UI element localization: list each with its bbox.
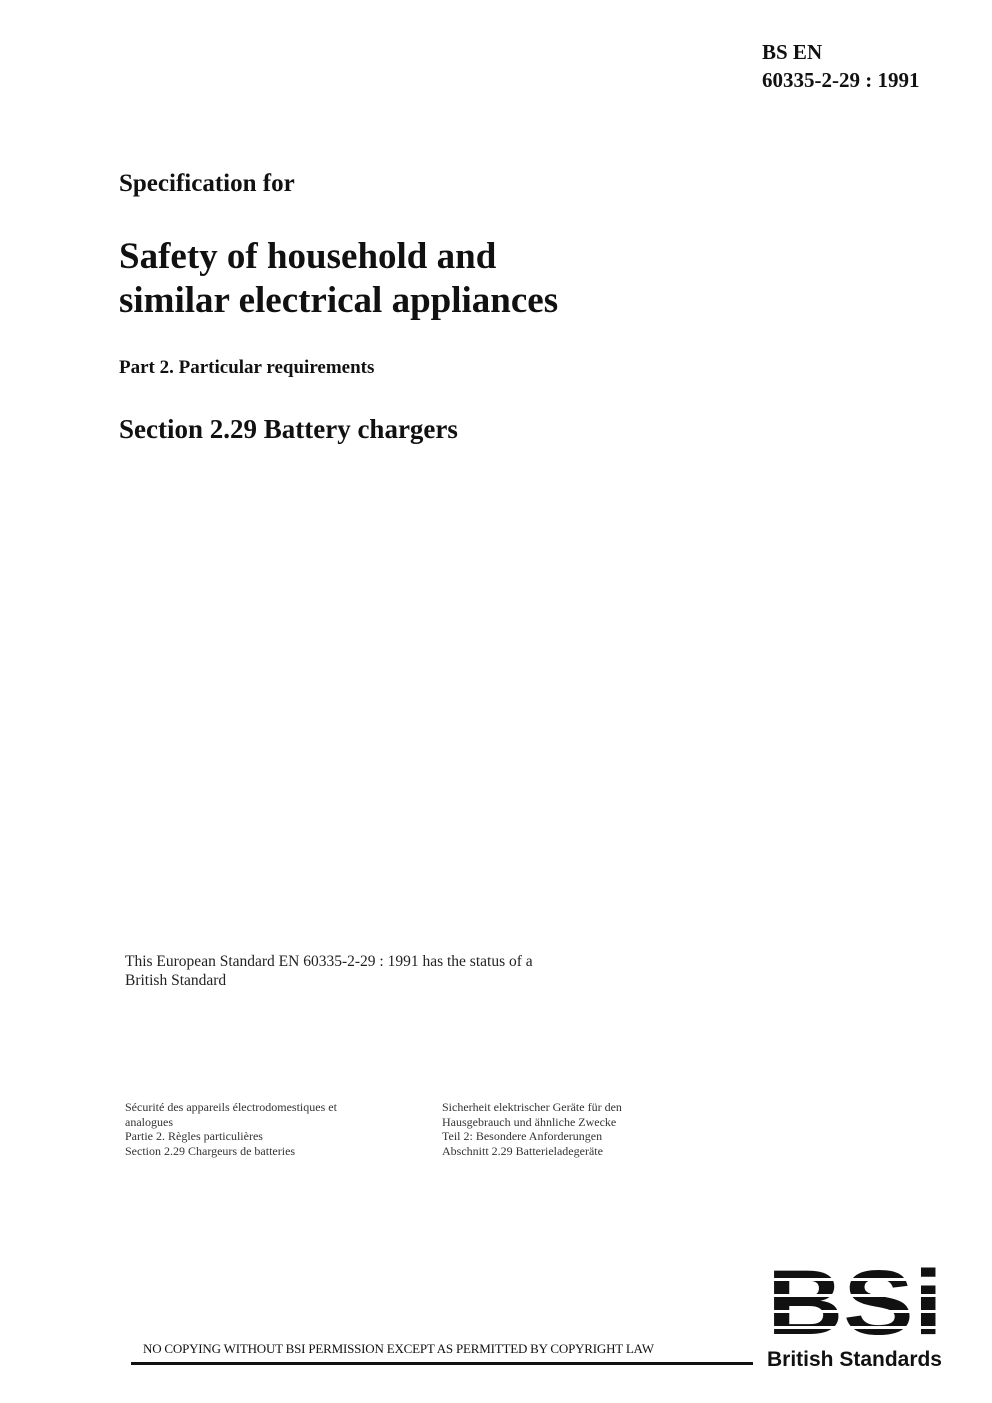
status-statement — [125, 952, 533, 990]
standard-number-line1: BS EN — [762, 40, 823, 64]
status-line1: This European Standard EN 60335-2-29 : 1991 has the status of a — [125, 953, 533, 970]
footer-rule — [131, 1362, 753, 1365]
document-title — [119, 235, 558, 323]
copyright-notice: NO COPYING WITHOUT BSI PERMISSION EXCEPT AS PERMITTED BY COPYRIGHT LAW — [143, 1341, 654, 1356]
german-line3: Teil 2: Besondere Anforderungen — [442, 1129, 603, 1143]
french-title-block — [125, 1100, 337, 1158]
spec-for-heading: Specification for — [119, 170, 295, 197]
standard-number-line2: 60335-2-29 : 1991 — [762, 68, 920, 92]
german-line2: Hausgebrauch und ähnliche Zwecke — [442, 1114, 617, 1129]
document-title-line1: Safety of household and — [119, 236, 497, 277]
bsi-caption: British Standards — [767, 1348, 942, 1370]
bsi-logo — [767, 1264, 943, 1370]
german-line4: Abschnitt 2.29 Batterieladegeräte — [442, 1143, 603, 1158]
document-title-line2: similar electrical appliances — [119, 280, 559, 321]
german-line1: Sicherheit elektrischer Geräte für den — [442, 1100, 622, 1114]
status-line2: British Standard — [125, 972, 227, 989]
french-line1: Sécurité des appareils électrodomestiques et — [125, 1100, 337, 1114]
french-line3: Partie 2. Règles particulières — [125, 1129, 263, 1143]
section-heading: Section 2.29 Battery chargers — [119, 414, 458, 444]
french-line4: Section 2.29 Chargeurs de batteries — [125, 1143, 296, 1158]
part-heading: Part 2. Particular requirements — [119, 357, 375, 378]
german-title-block — [442, 1100, 622, 1158]
french-line2: analogues — [125, 1114, 173, 1129]
standard-number — [762, 38, 919, 94]
bsi-mark — [767, 1264, 943, 1340]
